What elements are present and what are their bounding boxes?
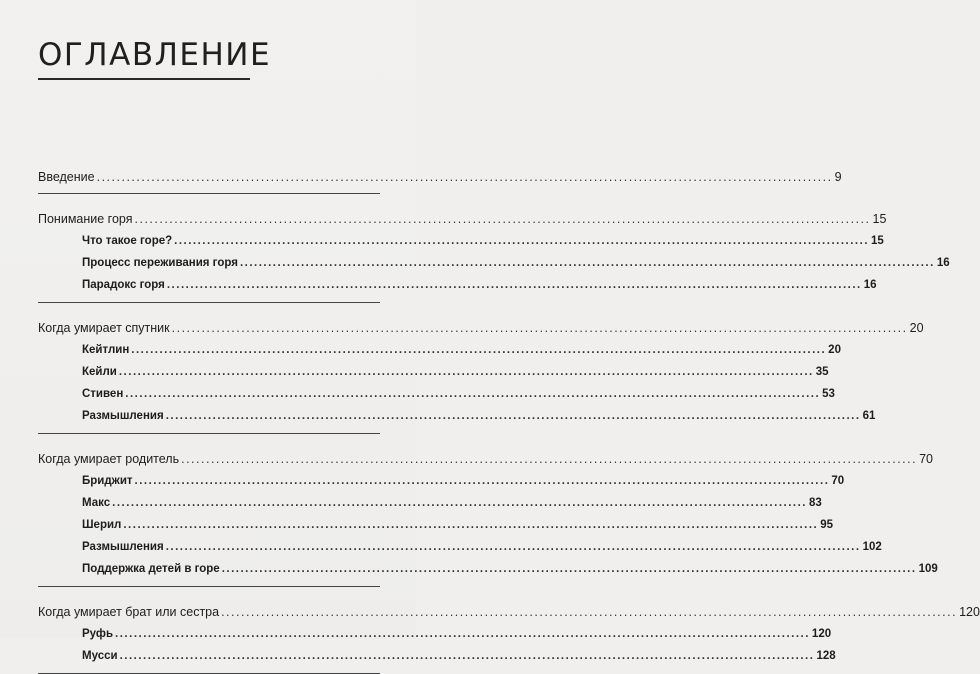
toc-section-parent-dies — [38, 434, 938, 587]
toc-subentry-page: 109 — [918, 563, 938, 575]
dot-leader — [115, 623, 810, 645]
title-block — [38, 36, 272, 80]
toc-subentry[interactable] — [38, 405, 876, 427]
dot-leader — [167, 274, 862, 296]
toc-subentry[interactable] — [38, 645, 836, 667]
toc-subentry-title: Шерил — [82, 519, 122, 531]
dot-leader — [174, 230, 869, 252]
toc-chapter-title: Когда умирает брат или сестра — [38, 605, 220, 619]
dot-leader — [166, 536, 861, 558]
toc-subentry-title: Стивен — [82, 388, 124, 400]
toc-subentry-page: 16 — [936, 257, 950, 269]
toc-subentry-page: 128 — [816, 650, 836, 662]
toc-chapter[interactable] — [38, 202, 887, 230]
toc-section-sibling-dies — [38, 587, 980, 674]
dot-leader — [181, 448, 917, 470]
toc-subentry-title: Мусси — [82, 650, 118, 662]
toc-entry-title: Введение — [38, 170, 95, 184]
dot-leader — [120, 645, 815, 667]
toc-subentry[interactable] — [38, 339, 841, 361]
dot-leader — [240, 252, 935, 274]
toc-subentry[interactable] — [38, 536, 882, 558]
toc-section-partner-dies — [38, 303, 924, 434]
toc-subentry[interactable] — [38, 623, 832, 645]
toc-subentry[interactable] — [38, 514, 834, 536]
title-underline — [38, 78, 250, 80]
toc-chapter-page: 15 — [872, 212, 887, 226]
toc-chapter-page: 70 — [919, 452, 934, 466]
dot-leader — [131, 339, 826, 361]
dot-leader — [119, 361, 814, 383]
page-title: ОГЛАВЛЕНИЕ — [38, 37, 272, 73]
toc-chapter[interactable] — [38, 442, 934, 470]
toc-subentry[interactable] — [38, 558, 938, 580]
toc-chapter-title: Когда умирает спутник — [38, 321, 170, 335]
toc-subentry-page: 70 — [831, 475, 845, 487]
toc-subentry[interactable] — [38, 470, 845, 492]
toc-subentry-page: 61 — [862, 410, 876, 422]
dot-leader — [123, 514, 818, 536]
toc-entry-page: 9 — [834, 170, 842, 184]
toc-subentry-page: 95 — [820, 519, 834, 531]
toc-subentry[interactable] — [38, 492, 822, 514]
toc-subentry[interactable] — [38, 361, 829, 383]
toc-subentry-page: 20 — [828, 344, 841, 356]
dot-leader — [222, 558, 917, 580]
dot-leader — [97, 166, 833, 188]
toc-subentry-title: Процесс переживания горя — [82, 257, 238, 269]
toc-chapter-title: Понимание горя — [38, 212, 133, 226]
toc-chapter-page: 120 — [959, 605, 980, 619]
toc-subentry[interactable] — [38, 383, 835, 405]
toc-section-understanding-grief — [38, 194, 950, 303]
dot-leader — [125, 383, 820, 405]
toc-subentry-title: Руфь — [82, 628, 114, 640]
toc-subentry-page: 53 — [822, 388, 835, 400]
toc-subentry-page: 83 — [809, 497, 822, 509]
toc-subentry[interactable] — [38, 230, 884, 252]
toc-subentry[interactable] — [38, 274, 877, 296]
dot-leader — [135, 470, 830, 492]
toc-subentry-title: Что такое горе? — [82, 235, 173, 247]
toc-subentry-page: 15 — [871, 235, 884, 247]
dot-leader — [112, 492, 807, 514]
toc-subentry-title: Парадокс горя — [82, 279, 165, 291]
toc-subentry-title: Макс — [82, 497, 111, 509]
toc-subentry-title: Кейли — [82, 366, 117, 378]
dot-leader — [221, 601, 957, 623]
toc-entry[interactable] — [38, 160, 842, 188]
toc-section-introduction — [38, 160, 842, 194]
toc-chapter[interactable] — [38, 311, 924, 339]
dot-leader — [172, 317, 908, 339]
toc-chapter[interactable] — [38, 595, 980, 623]
dot-leader — [166, 405, 861, 427]
toc-subentry-page: 16 — [863, 279, 877, 291]
toc-subentry-title: Размышления — [82, 410, 164, 422]
toc-subentry-title: Бриджит — [82, 475, 133, 487]
toc-subentry-title: Поддержка детей в горе — [82, 563, 220, 575]
toc-chapter-page: 20 — [909, 321, 924, 335]
toc-subentry-page: 120 — [811, 628, 832, 640]
dot-leader — [135, 208, 871, 230]
toc-subentry-title: Кейтлин — [82, 344, 130, 356]
toc-subentry-page: 35 — [815, 366, 829, 378]
table-of-contents — [38, 160, 980, 674]
toc-chapter-title: Когда умирает родитель — [38, 452, 180, 466]
toc-subentry-page: 102 — [862, 541, 882, 553]
toc-subentry-title: Размышления — [82, 541, 164, 553]
toc-subentry[interactable] — [38, 252, 950, 274]
